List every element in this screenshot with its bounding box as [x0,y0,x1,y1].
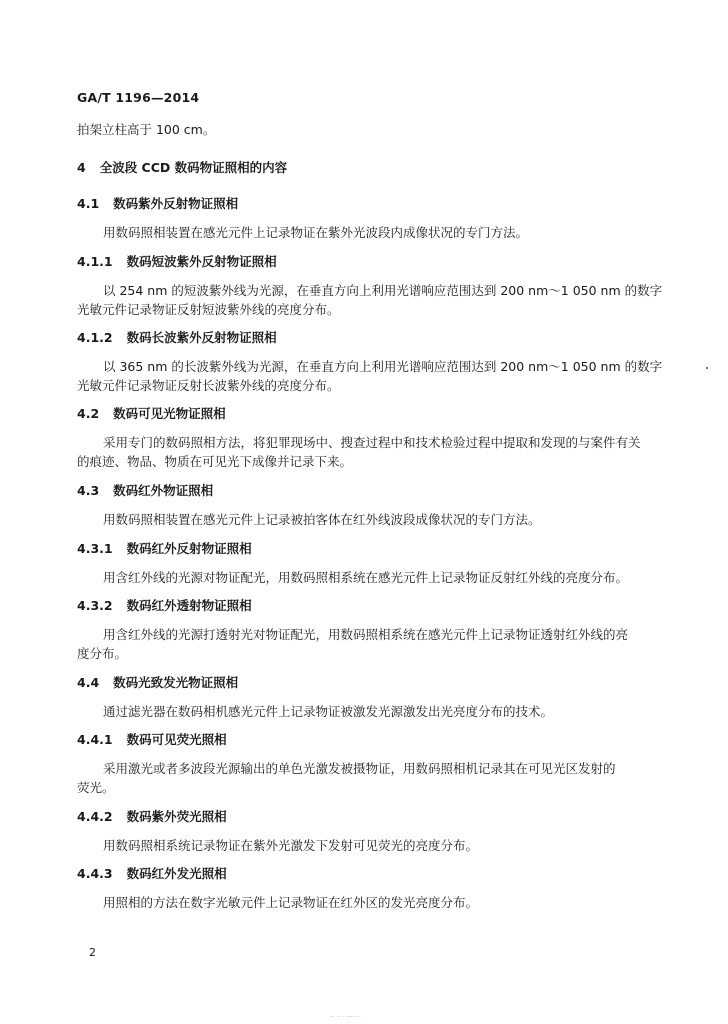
section-title: 全波段 CCD 数码物证照相的内容 [99,160,288,175]
section-title: 数码光致发光物证照相 [113,675,239,690]
paragraph-line: 以 365 nm 的长波紫外线为光源，在垂直方向上利用光谱响应范围达到 200 nm～1 050 nm 的数字 [103,359,663,374]
section-heading-4-3 [77,482,213,499]
section-title: 数码红外发光照相 [126,866,227,881]
section-title: 数码紫外反射物证照相 [113,196,239,211]
section-title: 数码红外反射物证照相 [126,541,252,556]
section-number: 4.1.1 [77,254,113,269]
section-heading-4-4-2 [77,808,227,825]
section-heading-4-4-3 [77,865,227,882]
section-heading-4-2 [77,405,226,422]
page-number: 2 [89,946,96,959]
section-title: 数码红外物证照相 [113,483,214,498]
section-title: 数码可见荧光照相 [126,732,227,747]
section-heading-4-1 [77,195,238,212]
section-number: 4.3 [77,483,100,498]
section-heading-4-3-2 [77,597,252,614]
paragraph-line: 采用激光或者多波段光源输出的单色光激发被摄物证，用数码照相机记录其在可见光区发射的 [103,761,616,776]
section-heading-4-4-1 [77,731,227,748]
section-number: 4.4.1 [77,732,113,747]
section-number: 4.2 [77,406,100,421]
paragraph-line: 度分布。 [77,646,128,661]
section-title: 数码紫外荧光照相 [126,809,227,824]
paragraph-line: 用含红外线的光源打透射光对物证配光，用数码照相系统在感光元件上记录物证透射红外线的亮 [103,627,629,642]
paragraph-line: 光敏元件记录物证反射长波紫外线的亮度分布。 [77,378,340,393]
section-number: 4.3.2 [77,598,113,613]
section-number: 4.1.2 [77,330,113,345]
section-number: 4.4.3 [77,866,113,881]
section-heading-4 [77,159,287,176]
paragraph-line: 通过滤光器在数码相机感光元件上记录物证被激发光源激发出光亮度分布的技术。 [103,704,554,719]
section-heading-4-1-2 [77,329,277,346]
paragraph-line: 以 254 nm 的短波紫外线为光源，在垂直方向上利用光谱响应范围达到 200 nm～1 050 nm 的数字 [103,283,663,298]
paragraph-line: 用含红外线的光源对物证配光，用数码照相系统在感光元件上记录物证反射红外线的亮度分布。 [103,570,629,585]
section-title: 数码可见光物证照相 [113,406,226,421]
continuation-text: 拍架立柱高于 100 cm。 [77,122,216,137]
paragraph-line: 用照相的方法在数字光敏元件上记录物证在红外区的发光亮度分布。 [103,895,479,910]
section-heading-4-3-1 [77,540,252,557]
section-title: 数码短波紫外反射物证照相 [126,254,277,269]
section-number: 4.4.2 [77,809,113,824]
section-title: 数码长波紫外反射物证照相 [126,330,277,345]
section-heading-4-4 [77,674,238,691]
paragraph-line: 用数码照相系统记录物证在紫外光激发下发射可见荧光的亮度分布。 [103,838,479,853]
paragraph-line: 用数码照相装置在感光元件上记录被拍客体在红外线波段成像状况的专门方法。 [103,512,541,527]
scan-footer-mark: ·-· ··· · ·-·- ···· [330,1014,361,1020]
paragraph-line: 的痕迹、物品、物质在可见光下成像并记录下来。 [77,454,353,469]
paragraph-line: 光敏元件记录物证反射短波紫外线的亮度分布。 [77,302,340,317]
scan-speck [706,367,708,369]
section-number: 4.3.1 [77,541,113,556]
section-number: 4.4 [77,675,100,690]
section-number: 4 [77,160,86,175]
standard-header: GA/T 1196—2014 [77,90,200,105]
section-title: 数码红外透射物证照相 [126,598,252,613]
paragraph-line: 荧光。 [77,780,115,795]
section-number: 4.1 [77,196,100,211]
paragraph-line: 采用专门的数码照相方法，将犯罪现场中、搜查过程中和技术检验过程中提取和发现的与案件有关 [103,435,641,450]
paragraph-line: 用数码照相装置在感光元件上记录物证在紫外光波段内成像状况的专门方法。 [103,225,529,240]
section-heading-4-1-1 [77,253,277,270]
